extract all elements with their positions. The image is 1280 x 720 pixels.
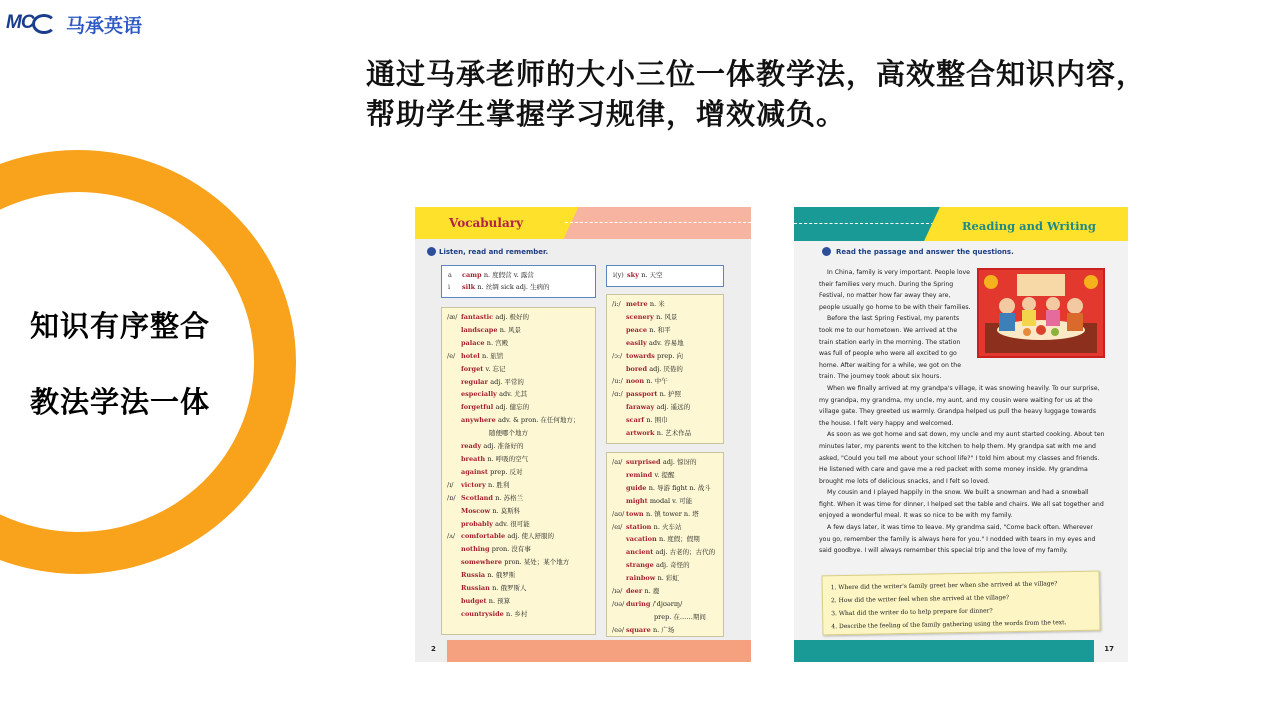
vocab-entry [612,572,718,585]
logo-cn-text: 马承英语 [66,14,143,37]
orange-ring-decoration [0,150,296,574]
headline-line-2: 帮助学生掌握学习规律，增效减负。 [366,97,847,131]
vocab-entry [612,324,718,337]
vocab-entry [613,269,717,281]
circle-item-1: 知识有序整合 [30,309,211,343]
vocab-definition: n. 火车站 [653,522,682,531]
vocab-entry [447,608,590,621]
vocab-word: against [461,467,491,476]
vocab-column-2a [606,294,724,444]
vocab-definition: n. 米 [649,300,665,308]
vocab-definition: adj. 准备好的 [483,442,524,451]
vocab-column-2b [606,452,724,637]
vocab-definition: adj. 极好的 [495,313,529,321]
logo-mark-icon [6,9,64,39]
vocab-box-top-right [606,265,724,287]
vocabulary-title: Vocabulary [449,216,524,230]
vocab-entry [612,508,718,521]
vocab-entry [447,427,590,440]
vocab-definition: n. 莫斯科 [492,506,521,515]
passage-paragraph: As soon as we got home and sat down, my uncle and my aunt started cooking. About ten minutes later, my parents went to the kitchen to help them. My grandpa sat with me and asked, "Could you tell me about your school life?" I told him about my classes and friends. He listened with care and gave me a red packet with some money inside. My grandma brought me lots of delicious snacks, and I felt so loved. [819,431,1105,485]
vocab-definition: n. 俄罗斯 [487,571,516,580]
vocab-definition: n. 胜利 [488,480,510,489]
vocab-word: landscape [461,325,500,334]
vocab-phonetic: /ʌ/ [447,532,456,541]
vocab-entry [447,453,590,466]
left-page-number: 2 [431,645,436,653]
logo-ring-icon [32,14,56,34]
vocab-word: ancient [626,548,656,557]
vocab-phonetic: /e/ [447,351,456,360]
vocab-entry [447,530,590,543]
vocab-entry [447,479,590,492]
vocab-entry [447,595,590,608]
vocab-word: probably [461,519,496,528]
vocab-entry [447,582,590,595]
vocab-definition: n. 度假营 v. 露营 [483,271,534,279]
vocab-entry [612,598,718,611]
vocab-definition: n. 呼吸的空气 [487,454,529,463]
vocab-word: strange [626,561,656,570]
vocab-entry [447,388,590,401]
vocab-phonetic: /ɑ:/ [612,390,623,399]
reading-instruction: Read the passage and answer the questions. [836,248,1014,256]
vocab-definition: n. 乡村 [506,609,528,618]
vocab-entry [612,427,718,440]
reading-passage [819,267,1105,557]
family-dinner-illustration [977,268,1105,358]
vocab-phonetic: /eɪ/ [612,522,623,531]
vocab-entry [447,337,590,350]
vocab-phonetic: i(y) [613,271,624,279]
vocab-definition: adv. 容易地 [649,338,684,347]
vocab-definition: n. 彩虹 [657,574,679,583]
vocab-word: breath [461,454,488,463]
vocab-entry [448,269,589,281]
vocab-word: scarf [626,416,647,425]
vocab-definition: pron. 没有事 [491,545,531,554]
vocab-word: bored [626,364,650,373]
vocab-word: countryside [461,609,507,618]
logo-mark-text: MC [6,12,34,33]
vocab-box-top-left [441,265,596,298]
vocab-word: regular [461,377,491,386]
vocab-definition: n. 度假；假期 [658,535,700,544]
vocab-word: Scotland [461,493,496,502]
vocabulary-instruction: Listen, read and remember. [439,248,549,256]
vocab-word: remind [626,470,655,479]
vocab-definition: adj. 古老的；古代的 [655,548,716,557]
vocabulary-header-band [415,207,751,239]
headline [366,54,1246,134]
vocab-entry [612,482,718,495]
vocabulary-page-image [415,207,751,662]
passage-paragraph: In China, family is very important. People love their families very much. During the Spring Festival, no matter how far away they are, people usually go home to be with their families. [819,269,971,311]
vocab-definition: adj. 厌倦的 [649,364,683,373]
vocab-definition: modal v. 可能 [649,496,693,505]
vocab-definition: adv. & pron. 在任何地方； [498,416,580,425]
vocab-phonetic: /ɔ:/ [612,351,623,360]
right-page-number: 17 [1104,645,1114,653]
vocab-entry [447,556,590,569]
vocab-definition: n. 预算 [488,596,511,605]
vocab-entry [612,456,718,469]
vocab-phonetic: /ɪ/ [447,480,454,489]
vocab-phonetic: /aɪ/ [612,458,623,466]
vocab-word: silk [462,283,478,291]
vocab-word: Moscow [461,506,493,515]
vocab-entry [612,521,718,534]
vocab-entry [447,543,590,556]
reading-header-band [794,207,1128,241]
vocab-entry [447,414,590,427]
reading-page-image [794,207,1128,662]
vocab-entry [612,546,718,559]
vocab-definition: n. 广场 [652,625,675,634]
vocab-word: nothing [461,545,492,554]
vocab-word: guide [626,483,649,492]
vocab-entry [447,505,590,518]
vocab-word: fantastic [461,313,496,321]
vocab-word: ready [461,442,484,451]
vocab-definition: n. 导游 fight n. 战斗 [648,483,711,492]
vocab-entry [612,363,718,376]
vocab-word: forget [461,364,486,373]
vocab-phonetic: /aʊ/ [612,509,625,518]
vocab-word: artwork [626,429,657,438]
vocab-entry [447,311,590,324]
right-page-footer [794,640,1128,662]
vocab-definition: n. 丝绸 sick adj. 生病的 [477,283,550,291]
vocab-definition: adj. 健忘的 [495,403,530,412]
vocab-word: surprised [626,458,663,466]
vocab-definition: adj. 奇怪的 [655,561,690,570]
vocab-definition: n. 风景 [656,312,678,321]
vocab-word: metre [626,300,650,308]
vocab-word: comfortable [461,532,508,541]
vocab-definition: v. 提醒 [654,470,675,479]
vocab-entry [612,559,718,572]
passage-paragraph: Before the last Spring Festival, my parents took me to our hometown. We arrived at the train station early in the morning. The station was full of people who were all excited to go home. After waiting for a while, we got on the train. The journey took about six hours. [819,315,961,381]
vocab-definition: pron. 某处；某个地方 [504,558,570,567]
vocab-word: might [626,496,650,505]
vocab-entry [612,375,718,388]
vocab-word: during [626,599,653,608]
vocab-word: anywhere [461,416,498,425]
circle-item-2: 教法学法一体 [30,385,211,419]
vocab-entry [612,401,718,414]
vocab-word: vacation [626,535,659,544]
vocab-word: victory [461,480,489,489]
vocab-definition: adv. 尤其 [499,390,528,399]
vocab-entry [447,518,590,531]
vocab-word: passport [626,390,660,399]
vocab-definition: adj. 平常的 [490,377,524,386]
vocab-entry [612,337,718,350]
vocab-definition: adj. 使人舒服的 [507,532,555,541]
passage-paragraph: My cousin and I played happily in the snow. We built a snowman and had a snowball fight. When it was time for dinner, I helped set the table and chairs. We all sat together and enjoyed a wonderful meal. It was so nice to be with my family. [819,489,1104,520]
vocab-definition: prep. 反对 [490,467,523,476]
vocab-phonetic: /ʊə/ [612,599,625,608]
vocab-word: noon [626,377,647,386]
vocab-definition: /ˈdjʊərɪŋ/ [652,599,683,608]
vocab-phonetic: a [448,271,452,279]
vocab-entry [447,324,590,337]
passage-paragraph: When we finally arrived at my grandpa's village, it was snowing heavily. To our surprise, my grandpa, my grandma, my uncle, my aunt, and my cousin were waiting for us at the village gate. They greeted us warmly. Grandpa helped us pull the heavy luggage towards the house. I felt very happy and welcomed. [819,384,1100,427]
question-4: 4. Describe the feeling of the family gathering using the words from the text. [831,619,1067,631]
vocab-word: camp [462,271,484,279]
reading-title: Reading and Writing [962,219,1096,233]
vocab-definition: n. 艺术作品 [656,429,692,438]
vocab-word: towards [626,351,658,360]
vocab-word: Russian [461,584,493,593]
vocab-entry [447,376,590,389]
vocab-entry [612,624,718,637]
vocab-word: scenery [626,312,657,321]
passage-paragraph: A few days later, it was time to leave. My grandma said, "Come back often. Wherever you go, remember the family is always here for you." I nodded with tears in my eyes and said goodbye. I will always remember this special trip and the love of my family. [819,524,1096,555]
vocab-entry [447,492,590,505]
vocab-definition: n. 旅馆 [481,351,504,360]
vocab-definition: n. 天空 [641,271,663,279]
questions-box [821,571,1100,636]
vocab-word: rainbow [626,574,658,583]
vocab-word: station [626,522,654,531]
vocab-word: town [626,509,646,518]
vocab-word: somewhere [461,558,505,567]
left-page-footer [415,640,751,662]
vocab-definition: adj. 惊讶的 [662,458,697,466]
vocab-entry [612,533,718,546]
vocab-definition: 随便哪个地方 [489,429,528,438]
audio-icon [427,247,436,256]
vocab-phonetic: i [448,283,451,291]
vocab-definition: adv. 很可能 [495,519,530,528]
vocab-word: especially [461,390,500,399]
vocab-entry [612,585,718,598]
vocab-word: square [626,625,653,634]
vocab-word: palace [461,338,487,347]
vocab-definition: n. 和平 [649,325,671,334]
vocab-word: budget [461,596,489,605]
vocab-entry [447,440,590,453]
vocab-entry [447,401,590,414]
vocab-entry [447,569,590,582]
vocab-entry [612,414,718,427]
vocab-entry [612,311,718,324]
vocab-definition: n. 中午 [646,377,668,386]
vocab-entry [612,469,718,482]
vocab-phonetic: /ɒ/ [447,493,456,502]
headline-line-1: 通过马承老师的大小三位一体教学法，高效整合知识内容， [366,57,1147,91]
question-2: 2. How did the writer feel when she arrived at the village? [830,594,1010,605]
vocab-definition: n. 宫殿 [486,338,509,347]
vocab-entry [612,350,718,363]
question-3: 3. What did the writer do to help prepare for dinner? [831,607,993,618]
vocab-phonetic: /i:/ [612,300,621,308]
vocab-word: deer [626,587,645,596]
vocab-word: easily [626,338,649,347]
vocab-entry [447,350,590,363]
vocab-definition: n. 风景 [499,325,522,334]
vocab-word: forgetful [461,403,496,412]
vocab-definition: adj. 遥远的 [656,403,691,412]
vocab-word: Russia [461,571,488,580]
vocab-phonetic: /æ/ [447,313,458,321]
question-1: 1. Where did the writer's family greet her when she arrived at the village? [830,580,1058,592]
vocab-definition: prep. 向 [657,351,683,360]
vocab-definition: n. 俄罗斯人 [492,584,527,593]
vocab-phonetic: /u:/ [612,377,623,386]
vocab-definition: n. 鹿 [644,587,660,596]
vocab-word: sky [627,271,642,279]
vocab-definition: n. 围巾 [646,416,668,425]
vocab-entry [612,388,718,401]
vocab-definition: prep. 在……期间 [654,612,706,621]
vocab-word: faraway [626,403,657,412]
vocab-entry [612,298,718,311]
vocab-definition: n. 镇 tower n. 塔 [645,509,699,518]
vocab-phonetic: /ɪə/ [612,587,623,596]
book-icon [822,247,831,256]
vocab-word: peace [626,325,650,334]
vocab-definition: n. 护照 [659,390,681,399]
vocab-definition: n. 苏格兰 [495,493,524,502]
vocab-definition: v. 忘记 [485,364,506,373]
logo [6,8,142,40]
vocab-column-1 [441,307,596,635]
vocab-entry [612,611,718,624]
vocab-word: hotel [461,351,482,360]
vocab-phonetic: /eə/ [612,625,625,634]
vocab-entry [448,281,589,293]
vocab-entry [447,363,590,376]
vocab-entry [447,466,590,479]
vocab-entry [612,495,718,508]
